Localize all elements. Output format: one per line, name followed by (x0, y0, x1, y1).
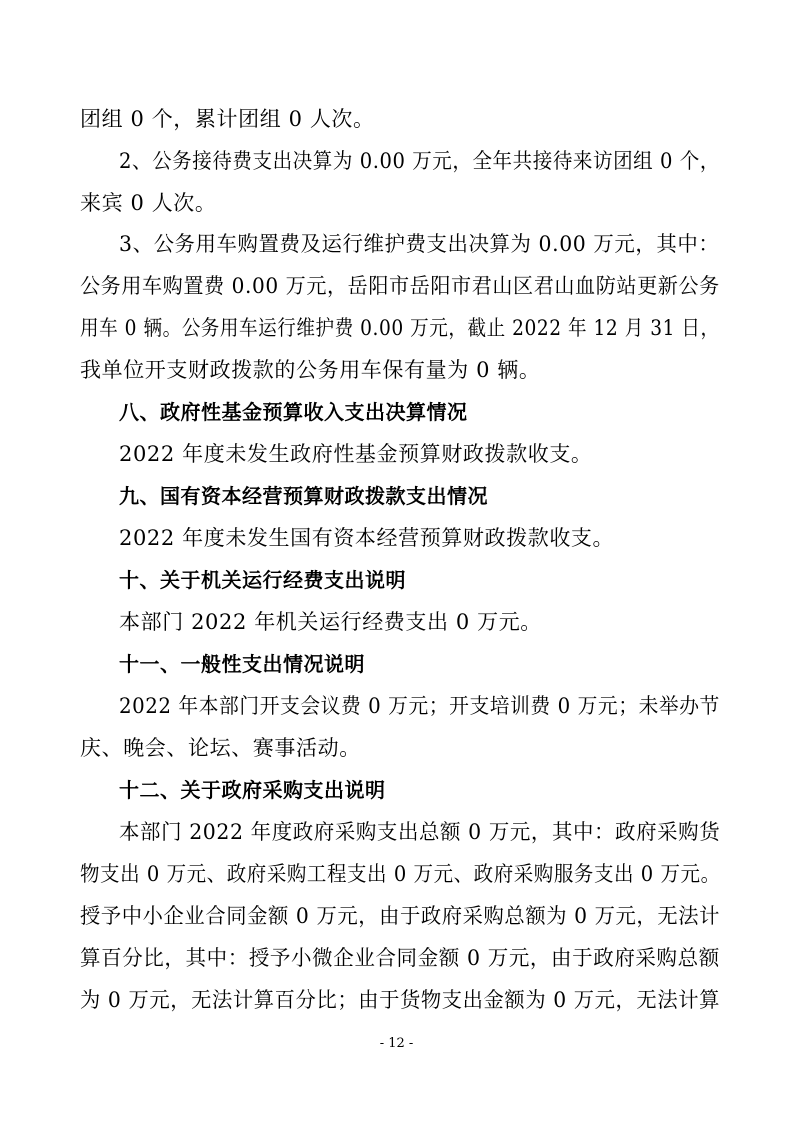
section-heading: 十二、关于政府采购支出说明 (119, 778, 386, 802)
body-text-line: 庆、晚会、论坛、赛事活动。 (80, 736, 361, 760)
body-text-line: 我单位开支财政拨款的公务用车保有量为 0 辆。 (80, 358, 541, 382)
body-text-line: 2022 年本部门开支会议费 0 万元；开支培训费 0 万元；未举办节 (119, 694, 720, 718)
body-text-line: 授予中小企业合同金额 0 万元，由于政府采购总额为 0 万元，无法计 (80, 904, 720, 928)
body-text-line: 3、公务用车购置费及运行维护费支出决算为 0.00 万元，其中： (119, 232, 720, 256)
body-text-line: 用车 0 辆。公务用车运行维护费 0.00 万元，截止 2022 年 12 月 31 日， (80, 316, 720, 340)
body-text-line: 公务用车购置费 0.00 万元，岳阳市岳阳市君山区君山血防站更新公务 (80, 274, 720, 298)
section-heading: 十、关于机关运行经费支出说明 (119, 568, 406, 592)
body-text-line: 2022 年度未发生国有资本经营预算财政拨款收支。 (119, 526, 615, 550)
section-heading: 八、政府性基金预算收入支出决算情况 (119, 400, 468, 424)
body-text-line: 为 0 万元，无法计算百分比；由于货物支出金额为 0 万元，无法计算 (80, 988, 720, 1012)
body-text-line: 团组 0 个，累计团组 0 人次。 (80, 107, 375, 131)
body-text-line: 物支出 0 万元、政府采购工程支出 0 万元、政府采购服务支出 0 万元。 (80, 862, 721, 886)
body-text-line: 算百分比，其中：授予小微企业合同金额 0 万元，由于政府采购总额 (80, 946, 720, 970)
page-number: - 12 - (379, 1036, 414, 1051)
body-text-line: 来宾 0 人次。 (80, 191, 217, 215)
body-text-line: 2022 年度未发生政府性基金预算财政拨款收支。 (119, 442, 593, 466)
body-text-line: 本部门 2022 年度政府采购支出总额 0 万元，其中：政府采购货 (119, 820, 721, 844)
section-heading: 十一、一般性支出情况说明 (119, 652, 365, 676)
body-text-line: 本部门 2022 年机关运行经费支出 0 万元。 (119, 610, 542, 634)
section-heading: 九、国有资本经营预算财政拨款支出情况 (119, 484, 488, 508)
body-text-line: 2、公务接待费支出决算为 0.00 万元，全年共接待来访团组 0 个， (119, 149, 720, 173)
